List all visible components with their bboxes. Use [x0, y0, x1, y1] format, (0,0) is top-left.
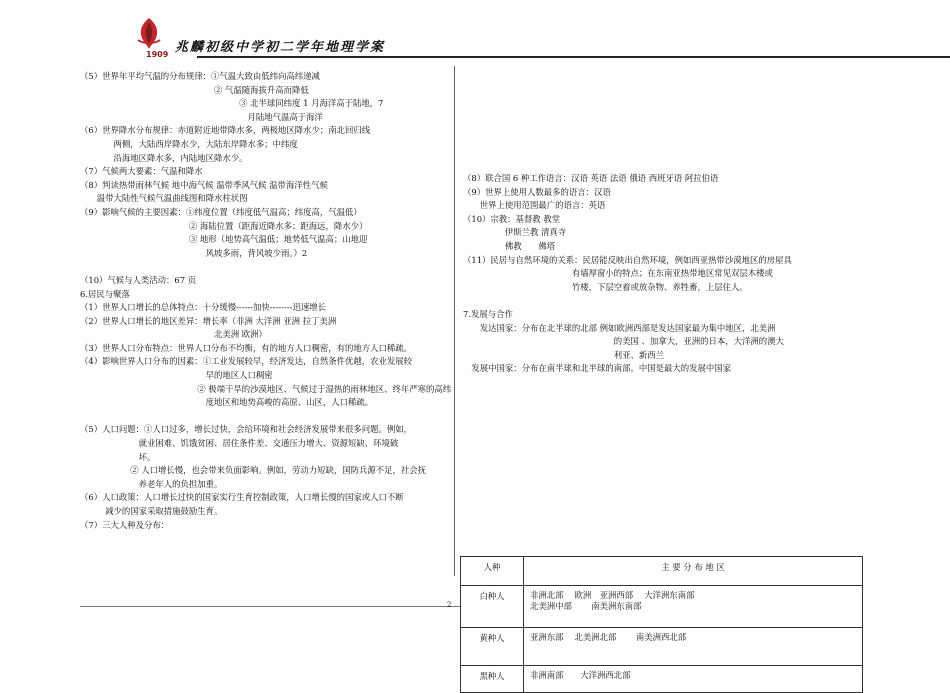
logo-year: 1909: [146, 50, 169, 59]
race-distribution-table: [460, 556, 863, 693]
blank-line: [463, 294, 843, 308]
text-line: ② 气温随海拔升高而降低: [80, 84, 309, 95]
blank-line: [80, 410, 450, 424]
column-divider: [454, 66, 455, 576]
school-logo: [133, 16, 169, 59]
text-line: 竹楼，下层空着或放杂物、养牲畜，上层住人。: [463, 281, 748, 292]
text-line: （6）人口政策：人口增长过快的国家实行生育控制政策，人口增长慢的国家或人口不断: [80, 492, 404, 503]
race-name: 黄种人: [461, 628, 524, 666]
text-line: （9）世界上使用人数最多的语言：汉语: [463, 186, 611, 197]
table-row: [461, 586, 863, 628]
header-rule: [197, 56, 950, 58]
column-header-regions: 主 要 分 布 地 区: [524, 557, 863, 586]
text-line: （8）联合国 6 种工作语言：汉语 英语 法语 俄语 西班牙语 阿拉伯语: [463, 173, 719, 183]
blank-line: [80, 260, 450, 274]
table-header-row: [461, 557, 863, 586]
text-line: （11）民居与自然环境的关系：民居能反映出自然环境，例如西亚热带沙漠地区的房屋具: [463, 254, 792, 265]
right-column: [463, 172, 843, 376]
race-regions: [524, 628, 863, 666]
text-line: ② 极端干旱的沙漠地区、气候过于湿热的雨林地区、终年严寒的高纬: [80, 383, 452, 394]
footer-rule: [80, 606, 460, 607]
region-line: 非洲南部 大洋洲西北部: [530, 670, 631, 680]
text-line: 的美国 、加拿大，亚洲的日本，大洋洲的澳大: [463, 336, 784, 347]
race-name: 白种人: [461, 586, 524, 628]
text-line: 沿海地区降水多，内陆地区降水少。: [80, 152, 248, 163]
text-line: 就业困难、饥饿贫困、居住条件差、交通压力增大、资源短缺、环境破: [80, 438, 399, 449]
left-column: [80, 70, 450, 532]
region-line: 非洲北部 欧洲 亚洲西部 大洋洲东南部: [530, 590, 695, 600]
text-line: 有墙厚窗小的特点；在东南亚热带地区常见双层木楼或: [463, 268, 773, 279]
region-line: 亚洲东部 北美洲北部 南美洲西北部: [530, 632, 687, 642]
text-line: 养老年人的负担加重。: [80, 478, 223, 489]
text-line: 世界上使用范围最广的语言：英语: [463, 200, 606, 211]
text-line: ③ 北半球同纬度 1 月海洋高于陆地，7: [80, 98, 384, 109]
text-line: 北美洲 欧洲）: [80, 329, 267, 340]
text-line: 风坡多雨，背风坡少雨。）2: [80, 247, 308, 258]
text-line: 佛教 佛塔: [463, 240, 556, 251]
race-regions: [524, 586, 863, 628]
text-line: （10）宗教：基督教 教堂: [463, 213, 561, 224]
section-heading: 7.发展与合作: [463, 308, 513, 319]
text-line: （2）世界人口增长的地区差异：增长率（非洲 大洋洲 亚洲 拉丁美洲: [80, 315, 337, 326]
text-line: 发达国家：分布在北半球的北部 例如欧洲西部是发达国家最为集中地区，北美洲: [463, 322, 776, 333]
text-line: 伊斯兰教 清真寺: [463, 227, 567, 238]
region-line: 北美洲中部 南美洲东南部: [530, 601, 642, 611]
table-row: [461, 628, 863, 666]
text-line: （4）影响世界人口分布的因素：①工业发展较早，经济发达，自然条件优越，农业发展较: [80, 356, 412, 367]
section-heading: 6.居民与聚落: [80, 288, 130, 299]
text-line: （9）影响气候的主要因素：①纬度位置（纬度低气温高；纬度高，气温低）: [80, 206, 362, 217]
text-line: （8）判读热带雨林气候 地中海气候 温带季风气候 温带海洋性气候: [80, 179, 328, 190]
text-line: 温带大陆性气候气温曲线图和降水柱状图: [80, 193, 248, 204]
text-line: ② 海陆位置（距海近降水多；距海远，降水少）: [80, 220, 368, 231]
race-regions: [524, 666, 863, 693]
text-line: 发展中国家：分布在南半球和北半球的南部。中国是最大的发展中国家: [463, 363, 731, 374]
table-row: [461, 666, 863, 693]
text-line: （10）气候与人类活动：67 页: [80, 274, 197, 285]
page-header: [125, 14, 950, 60]
page-number: 2: [447, 601, 452, 609]
text-line: ③ 地形（地势高气温低；地势低气温高；山地迎: [80, 234, 368, 245]
text-line: （5）人口问题：①人口过多，增长过快，会给环境和社会经济发展带来很多问题。例如，: [80, 424, 412, 435]
page-title: 兆麟初级中学初二学年地理学案: [175, 40, 386, 55]
text-line: 月陆地气温高于海洋: [80, 111, 323, 122]
text-line: （7）三大人种及分布：: [80, 519, 170, 530]
text-line: 坏。: [80, 451, 156, 462]
text-line: 两侧，大陆西岸降水少，大陆东岸降水多；中纬度: [80, 138, 298, 149]
race-name: 黑种人: [461, 666, 524, 693]
column-header-race: 人种: [461, 557, 524, 586]
text-line: 利亚、新西兰: [463, 349, 664, 360]
text-line: ② 人口增长慢，也会带来负面影响。例如，劳动力短缺，国防兵源不足，社会抚: [80, 465, 427, 476]
text-line: 减少的国家采取措施鼓励生育。: [80, 506, 223, 516]
text-line: （7）气候两大要素：气温和降水: [80, 166, 203, 177]
text-line: 度地区和地势高峻的高原、山区，人口稀疏。: [80, 397, 374, 408]
text-line: 早的地区人口稠密: [80, 370, 273, 381]
text-line: （5）世界年平均气温的分布规律：①气温大致由低纬向高纬递减: [80, 71, 320, 81]
text-line: （6）世界降水分布规律：赤道附近地带降水多，两极地区降水少；南北回归线: [80, 125, 371, 136]
text-line: （3）世界人口分布特点：世界人口分布不均衡，有的地方人口稠密，有的地方人口稀疏。: [80, 342, 412, 353]
text-line: （1）世界人口增长的总体特点：十分缓慢------加快--------迅速增长: [80, 302, 326, 313]
